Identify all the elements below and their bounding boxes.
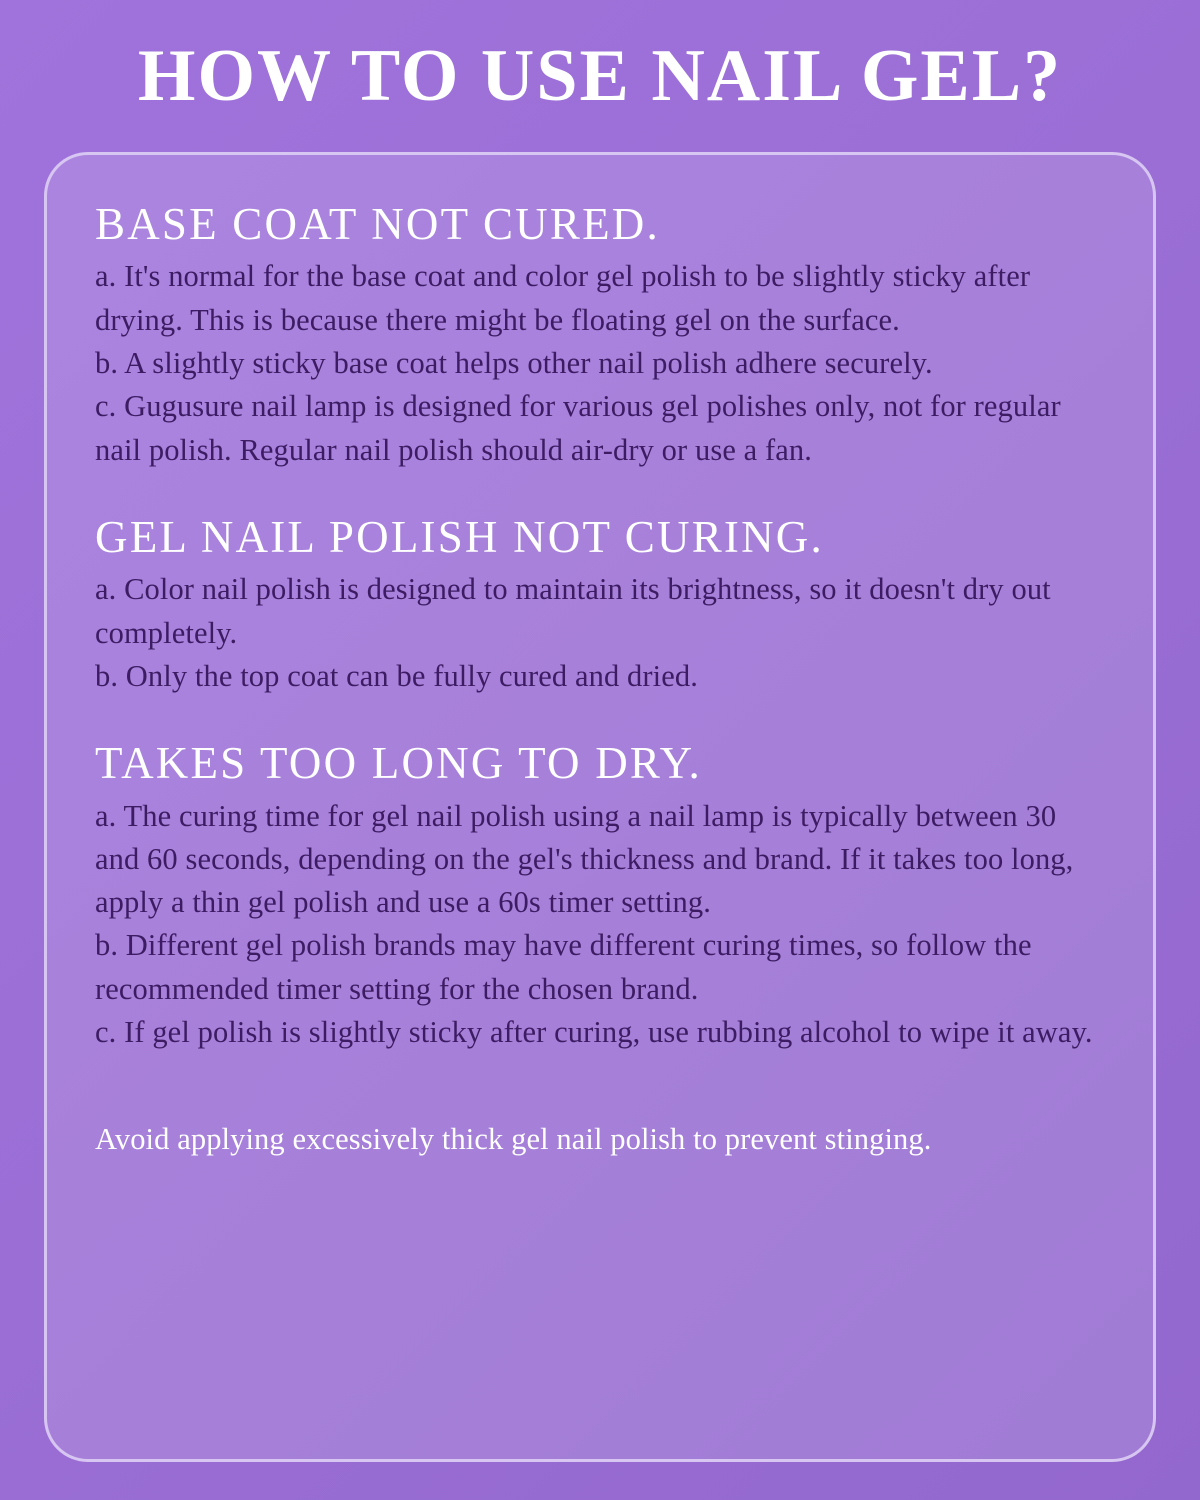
section-item: a. The curing time for gel nail polish using a nail lamp is typically between 30 and 60 seconds, depending on the gel's thickness and brand. If it takes too long, apply a thin gel polish and use a 60s timer setting. [95, 798, 1074, 920]
section-item: a. It's normal for the base coat and color gel polish to be slightly sticky after drying. This is because there might be floating gel on the surface. [95, 259, 1031, 337]
section-item: a. Color nail polish is designed to maintain its brightness, so it doesn't dry out completely. [95, 572, 1051, 650]
spacer [95, 1094, 1105, 1118]
section-heading: BASE COAT NOT CURED. [95, 199, 660, 249]
section-item: c. If gel polish is slightly sticky after curing, use rubbing alcohol to wipe it away. [95, 1015, 1093, 1050]
section-item: b. A slightly sticky base coat helps other nail polish adhere securely. [95, 345, 933, 380]
content-card [44, 152, 1156, 1462]
footnote: Avoid applying excessively thick gel nail polish to prevent stinging. [95, 1122, 932, 1157]
section-item: c. Gugusure nail lamp is designed for various gel polishes only, not for regular nail polish. Regular nail polish should air-dry or use a fan. [95, 389, 1061, 467]
section-gel-nail-polish-not-curing [95, 512, 1105, 698]
section-heading: GEL NAIL POLISH NOT CURING. [95, 511, 824, 562]
section-item: b. Only the top coat can be fully cured and dried. [95, 658, 698, 693]
section-item: b. Different gel polish brands may have different curing times, so follow the recommended timer setting for the chosen brand. [95, 928, 1032, 1006]
page-title: HOW TO USE NAIL GEL? [137, 35, 1063, 117]
section-takes-too-long-to-dry [95, 738, 1105, 1054]
section-base-coat-not-cured [95, 199, 1105, 472]
section-heading: TAKES TOO LONG TO DRY. [95, 738, 702, 789]
